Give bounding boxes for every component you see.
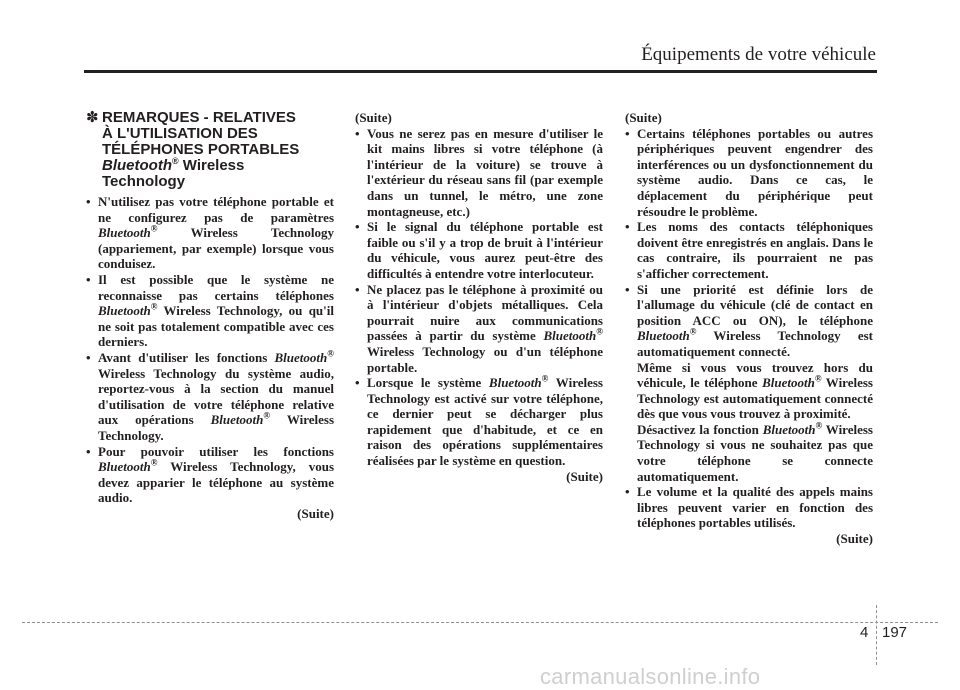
col3-list: [625, 126, 873, 531]
list-item-text: Si une priorité est définie lors de l'allumage du véhicule (clé de contact en position ACC ou ON), le téléphone: [637, 281, 873, 328]
list-item: [86, 444, 334, 506]
list-item-text: N'utilisez pas votre téléphone portable et ne configurez pas de paramètres: [98, 194, 334, 225]
registered-mark: ®: [596, 326, 603, 337]
continued-label: (Suite): [836, 531, 873, 547]
bluetooth-term: Bluetooth: [210, 412, 264, 428]
list-item-text: Wireless Technology est activé sur votre téléphone, ce dernier peut se décharger plus rapidement que d'habitude, et ce en raison des opérations supplémentaires réalisées par le système en question.: [367, 375, 603, 469]
column-1: [86, 110, 334, 521]
list-item-text: Avant d'utiliser les fonctions: [98, 349, 275, 365]
section-title: Équipements de votre véhicule: [641, 44, 876, 65]
bluetooth-term: Bluetooth: [274, 349, 328, 365]
notice-title-line-2: À L'UTILISATION DES: [102, 125, 258, 142]
list-item-text: Ne placez pas le téléphone à proximité ou à l'intérieur d'objets métalliques. Cela pourrait nuire aux communications passées à partir du système: [367, 281, 603, 344]
continued-label: (Suite): [566, 468, 603, 484]
list-item-text: Wireless Technology du système audio, reportez-vous à la section du manuel d'utilisation de votre téléphone relative aux opérations: [98, 365, 334, 428]
list-item-text: Wireless Technology est automatiquement connecté.: [637, 328, 873, 359]
list-item: • Les noms des contacts téléphoniques doivent être enregistrés en anglais. Dans le cas contraire, ils pourraient ne pas s'afficher correctement.: [625, 219, 873, 281]
list-item-text: Pour pouvoir utiliser les fonctions: [98, 443, 334, 459]
list-item-text: Il est possible que le système ne reconnaisse pas certains téléphones: [98, 271, 334, 303]
list-item-text: Même si vous vous trouvez hors du véhicule, le téléphone: [637, 359, 873, 391]
registered-mark: ®: [541, 373, 549, 384]
continued-heading: (Suite): [355, 110, 392, 125]
registered-mark: ®: [814, 373, 822, 384]
list-item-paragraph: [637, 282, 873, 360]
watermark: carmanualsonline.info: [540, 664, 761, 689]
page-number: 197: [882, 624, 908, 641]
bluetooth-term: Bluetooth: [762, 375, 815, 391]
bluetooth-term: Bluetooth: [637, 328, 690, 344]
registered-mark: ®: [815, 420, 823, 431]
registered-mark: ®: [689, 326, 697, 337]
footer-rule: [22, 622, 938, 623]
list-item-text: Wireless Technology ou d'un téléphone portable.: [367, 343, 603, 375]
footer-divider: [876, 605, 877, 665]
bluetooth-term: Bluetooth: [98, 225, 151, 241]
list-item-text: Wireless Technology est automatiquement connecté dès que vous vous trouvez à proximité.: [637, 375, 873, 422]
chapter-number: 4: [860, 624, 869, 641]
bluetooth-term: Bluetooth: [488, 375, 542, 391]
list-item: [86, 272, 334, 350]
list-item-text: Wireless Technology (appariement, par exemple) lorsque vous conduisez.: [98, 225, 334, 272]
registered-mark: ®: [150, 223, 158, 234]
list-item-text: Wireless Technology, vous devez apparier le téléphone au système audio.: [98, 459, 334, 506]
list-item-text: Wireless Technology si vous ne souhaitez pas que votre téléphone se connecte automatiquement.: [637, 421, 873, 484]
notice-title-line-3: TÉLÉPHONES PORTABLES: [102, 141, 300, 158]
list-item: [355, 282, 603, 376]
continued-label: (Suite): [297, 505, 334, 521]
col1-list: [86, 194, 334, 506]
bluetooth-term: Bluetooth: [543, 328, 597, 344]
list-item: [86, 350, 334, 444]
list-item: [355, 375, 603, 469]
column-3: [625, 110, 873, 547]
list-item-text: Wireless Technology, ou qu'il ne soit pas totalement compatible avec ces derniers.: [98, 303, 334, 350]
list-item: [625, 282, 873, 485]
list-item-text: Désactivez la fonction: [637, 421, 763, 437]
col2-list: [355, 126, 603, 469]
list-item: • Vous ne serez pas en mesure d'utiliser le kit mains libres si votre téléphone (à l'intérieur de la voiture) se trouve à l'extérieur du réseau sans fil (par exemple dans un tunnel, le métro, une zone montagneuse, etc.): [355, 126, 603, 220]
notice-title-bluetooth: Bluetooth: [102, 157, 172, 174]
bluetooth-term: Bluetooth: [98, 303, 151, 319]
notice-title-last: Technology: [102, 173, 186, 190]
list-item: [86, 194, 334, 272]
list-item-paragraph: [637, 422, 873, 484]
list-item-text: Lorsque le système: [367, 375, 489, 391]
list-item: • Si le signal du téléphone portable est faible ou s'il y a trop de bruit à l'intérieur du véhicule, vous aurez peut-être des difficultés à entendre votre interlocuteur.: [355, 219, 603, 281]
list-item: • Certains téléphones portables ou autres périphériques peuvent engendrer des interférences ou un dysfonctionnement du système audio. Dans ce cas, le déplacement du périphérique peut résoudre le problème.: [625, 126, 873, 220]
notice-title-line-1: REMARQUES - RELATIVES: [102, 109, 296, 126]
asterisk-icon: ✽: [86, 109, 99, 126]
bluetooth-term: Bluetooth: [98, 459, 151, 475]
list-item-text: Wireless Technology.: [98, 412, 334, 443]
list-item: • Le volume et la qualité des appels mains libres peuvent varier en fonction des téléphones portables utilisés.: [625, 484, 873, 531]
registered-mark: ®: [327, 348, 334, 359]
header-rule: [84, 70, 877, 73]
continued-heading: (Suite): [625, 110, 662, 125]
column-2: [355, 110, 603, 484]
registered-mark: ®: [150, 457, 158, 468]
list-item-paragraph: [637, 360, 873, 422]
bluetooth-term: Bluetooth: [762, 421, 816, 437]
notice-title-wireless: Wireless: [178, 157, 245, 174]
registered-mark: ®: [171, 156, 179, 166]
notice-title: [86, 110, 334, 190]
registered-mark: ®: [263, 410, 271, 421]
registered-mark: ®: [150, 301, 158, 312]
